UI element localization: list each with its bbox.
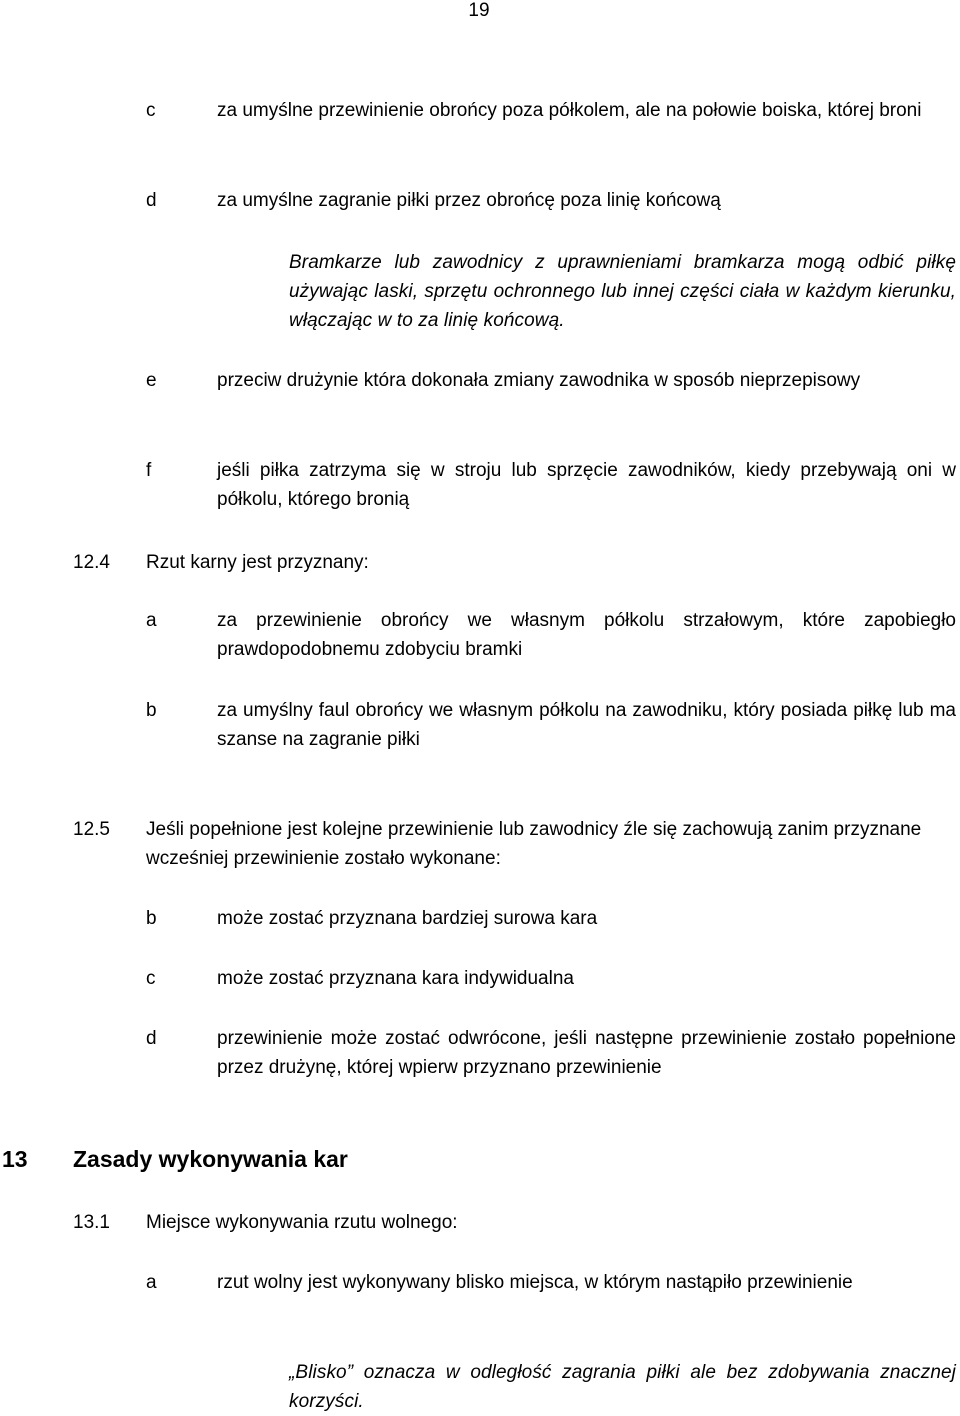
list-item-letter: b (146, 908, 157, 929)
list-item-text: jeśli piłka zatrzyma się w stroju lub sprzęcie zawodników, kiedy przebywają oni w półkolu, którego bronią (217, 460, 956, 510)
list-item-letter: c (146, 968, 156, 989)
list-item-letter: d (146, 1028, 157, 1049)
list-item-text: rzut wolny jest wykonywany blisko miejsca, w którym nastąpiło przewinienie (217, 1272, 853, 1293)
list-item-letter: a (146, 610, 157, 631)
list-item-text: może zostać przyznana kara indywidualna (217, 968, 574, 989)
section-title: Miejsce wykonywania rzutu wolnego: (146, 1212, 458, 1233)
section-number: 12.4 (73, 552, 110, 573)
list-item-letter: a (146, 1272, 157, 1293)
list-item-letter: c (146, 100, 156, 121)
chapter-number: 13 (2, 1146, 28, 1172)
list-item-letter: f (146, 460, 152, 481)
list-item-text: za umyślne zagranie piłki przez obrońcę poza linię końcową (217, 190, 721, 211)
section-title: Jeśli popełnione jest kolejne przewinienie lub zawodnicy źle się zachowują zanim przyznane wcześniej przewinienie zostało wykonane: (146, 819, 922, 869)
list-item-text: może zostać przyznana bardziej surowa kara (217, 908, 598, 929)
list-item-letter: b (146, 700, 157, 721)
list-item-text: przeciw drużynie która dokonała zmiany zawodnika w sposób nieprzepisowy (217, 370, 861, 391)
list-item-text: za umyślny faul obrońcy we własnym półkolu na zawodniku, który posiada piłkę lub ma szanse na zagranie piłki (217, 700, 956, 750)
note-text: Bramkarze lub zawodnicy z uprawnieniami bramkarza mogą odbić piłkę używając laski, sprzętu ochronnego lub innej części ciała w każdym kierunku, włączając w to za linię końcową. (289, 252, 956, 331)
note-text: „Blisko” oznacza w odległość zagrania piłki ale bez zdobywania znacznej korzyści. (289, 1362, 956, 1412)
list-item-letter: e (146, 370, 157, 391)
section-title: Rzut karny jest przyznany: (146, 552, 369, 573)
list-item-text: przewinienie może zostać odwrócone, jeśli następne przewinienie zostało popełnione przez drużynę, której wpierw przyznano przewinienie (217, 1028, 956, 1078)
section-number: 13.1 (73, 1212, 110, 1233)
list-item-text: za umyślne przewinienie obrońcy poza półkolem, ale na połowie boiska, której broni (217, 100, 922, 121)
list-item-text: za przewinienie obrońcy we własnym półkolu strzałowym, które zapobiegło prawdopodobnemu zdobyciu bramki (217, 610, 956, 660)
chapter-title: Zasady wykonywania kar (73, 1146, 348, 1172)
list-item-letter: d (146, 190, 157, 211)
section-number: 12.5 (73, 819, 110, 840)
page-number: 19 (468, 0, 490, 21)
